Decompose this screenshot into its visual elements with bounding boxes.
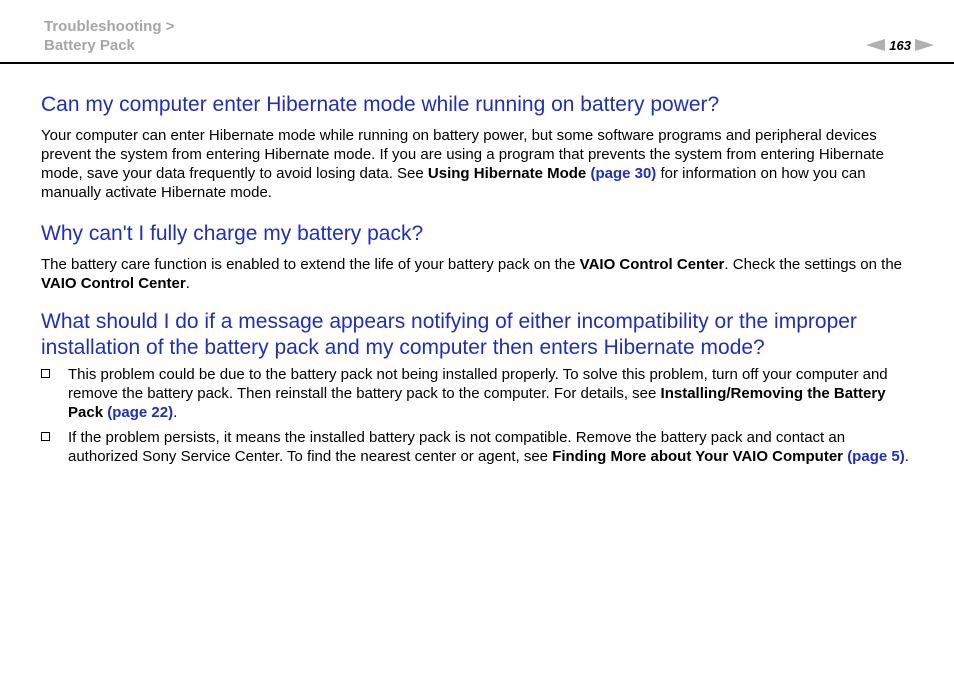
page-number: 163 [889, 37, 911, 53]
page-content [41, 92, 913, 472]
bullet-list [41, 365, 913, 466]
breadcrumb-section[interactable]: Troubleshooting > [44, 18, 175, 35]
link-page-30[interactable]: (page 30) [590, 165, 657, 182]
checkbox-bullet-icon [41, 369, 50, 378]
section-body-charge: The battery care function is enabled to extend the life of your battery pack on the VAIO Control Center. Check the settings on the VAIO Control Center. [41, 256, 903, 292]
section-heading-hibernate: Can my computer enter Hibernate mode while running on battery power? [41, 93, 720, 116]
breadcrumb-subsection: Battery Pack [44, 37, 135, 54]
list-item: This problem could be due to the battery pack not being installed properly. To solve this problem, turn off your computer and remove the battery pack. Then reinstall the battery pack to the computer. For details, see Installing/Removing the Battery Pack (page 22). [41, 365, 913, 422]
previous-page-arrow-icon[interactable] [866, 39, 885, 51]
breadcrumb [44, 17, 174, 55]
header-divider [0, 62, 954, 64]
link-page-22[interactable]: (page 22) [107, 404, 174, 421]
page-navigation [866, 37, 934, 53]
checkbox-bullet-icon [41, 432, 50, 441]
section-heading-incompatibility: What should I do if a message appears notifying of either incompatibility or the improper installation of the battery pack and my computer then enters Hibernate mode? [41, 310, 857, 359]
next-page-arrow-icon[interactable] [915, 39, 934, 51]
reference-using-hibernate-mode: Using Hibernate Mode [427, 165, 587, 182]
link-page-5[interactable]: (page 5) [847, 448, 905, 465]
section-heading-charge: Why can't I fully charge my battery pack? [41, 222, 424, 245]
list-item: If the problem persists, it means the installed battery pack is not compatible. Remove the battery pack and contact an authorized Sony Service Center. To find the nearest center or agent, see Finding More about Your VAIO Computer (page 5). [41, 428, 913, 466]
section-body-hibernate: Your computer can enter Hibernate mode while running on battery power, but some software programs and peripheral devices prevent the system from entering Hibernate mode. If you are using a program that prevents the system from entering Hibernate mode, save your data frequently to avoid losing data. See Using Hibernate Mode (page 30) for information on how you can manually activate Hibernate mode. [41, 127, 884, 201]
